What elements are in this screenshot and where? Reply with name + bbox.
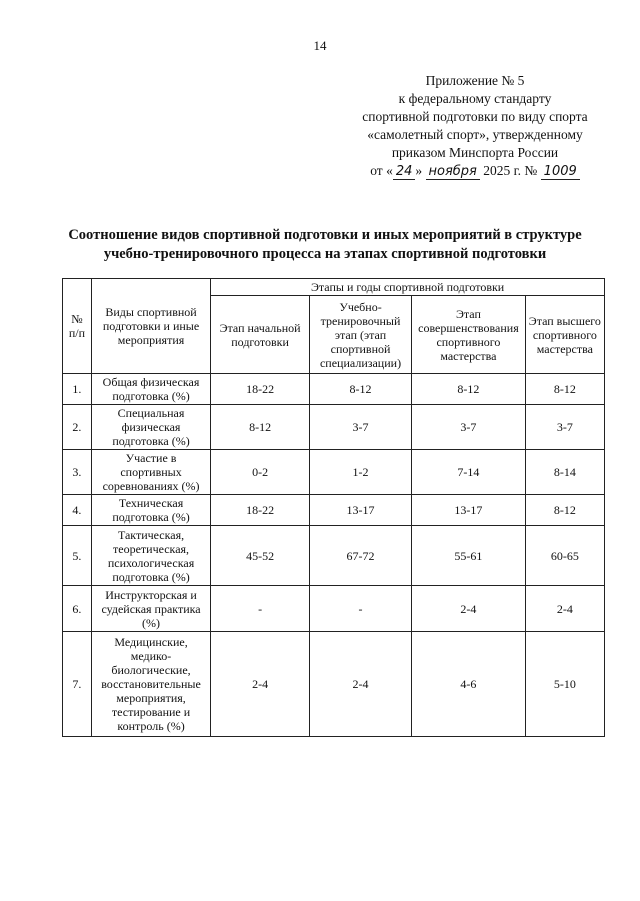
row-num: 7. (63, 632, 92, 737)
table-row (63, 450, 605, 495)
row-value: 8-12 (309, 374, 411, 405)
date-day-suffix: » (415, 163, 423, 178)
header-kind: Виды спортивной подготовки и иные мероприятия (91, 279, 210, 374)
table-row (63, 405, 605, 450)
row-kind: Техническая подготовка (%) (91, 495, 210, 526)
table-row (63, 495, 605, 526)
order-date-line (340, 162, 610, 180)
row-value: 45-52 (211, 526, 310, 586)
header-stage: Учебно-тренировочный этап (этап спортивной специализации) (309, 296, 411, 374)
row-value: - (309, 586, 411, 632)
ratio-table (62, 278, 605, 737)
handwritten-day: 24 (393, 165, 416, 180)
appendix-line: Приложение № 5 (425, 73, 525, 88)
row-value: 8-12 (211, 405, 310, 450)
title-line: учебно-тренировочного процесса на этапах спортивной подготовки (103, 246, 547, 262)
row-num: 6. (63, 586, 92, 632)
header-stage: Этап высшего спортивного мастерства (525, 296, 604, 374)
row-value: 3-7 (309, 405, 411, 450)
row-value: 8-12 (525, 374, 604, 405)
header-stage: Этап начальной подготовки (211, 296, 310, 374)
row-kind: Медицинские, медико-биологические, восстановительные мероприятия, тестирование и контроль (%) (91, 632, 210, 737)
row-value: 1-2 (309, 450, 411, 495)
row-kind: Тактическая, теоретическая, психологическая подготовка (%) (91, 526, 210, 586)
row-value: 18-22 (211, 374, 310, 405)
row-value: 8-12 (525, 495, 604, 526)
title-line: Соотношение видов спортивной подготовки и иных мероприятий в структуре (68, 227, 582, 243)
row-value: 2-4 (525, 586, 604, 632)
row-value: 3-7 (412, 405, 526, 450)
row-value: 3-7 (525, 405, 604, 450)
header-stage: Этап совершенствования спортивного мастерства (412, 296, 526, 374)
handwritten-order-number: 1009 (541, 165, 580, 180)
row-value: 13-17 (412, 495, 526, 526)
row-value: 2-4 (309, 632, 411, 737)
table-row (63, 526, 605, 586)
row-value: 60-65 (525, 526, 604, 586)
row-value: 4-6 (412, 632, 526, 737)
row-value: - (211, 586, 310, 632)
row-value: 55-61 (412, 526, 526, 586)
row-num: 2. (63, 405, 92, 450)
appendix-line: приказом Минспорта России (391, 145, 559, 160)
row-kind: Участие в спортивных соревнованиях (%) (91, 450, 210, 495)
table-row (63, 586, 605, 632)
document-title (40, 226, 610, 264)
row-value: 2-4 (211, 632, 310, 737)
appendix-line: спортивной подготовки по виду спорта (362, 109, 588, 124)
row-value: 5-10 (525, 632, 604, 737)
row-num: 3. (63, 450, 92, 495)
date-prefix: от « (370, 163, 393, 178)
table-row (63, 374, 605, 405)
appendix-line: к федеральному стандарту (398, 91, 552, 106)
row-value: 7-14 (412, 450, 526, 495)
appendix-block (340, 72, 610, 180)
row-kind: Общая физическая подготовка (%) (91, 374, 210, 405)
row-kind: Инструкторская и судейская практика (%) (91, 586, 210, 632)
table-row (63, 632, 605, 737)
row-num: 5. (63, 526, 92, 586)
page-number: 14 (313, 38, 327, 53)
header-num: № п/п (63, 279, 92, 374)
header-stages-group: Этапы и годы спортивной подготовки (211, 279, 605, 296)
table-header-row (63, 279, 605, 296)
row-value: 8-14 (525, 450, 604, 495)
row-value: 18-22 (211, 495, 310, 526)
handwritten-month: ноября (426, 165, 480, 180)
row-value: 0-2 (211, 450, 310, 495)
appendix-line: «самолетный спорт», утвержденному (367, 127, 583, 142)
row-value: 67-72 (309, 526, 411, 586)
row-value: 13-17 (309, 495, 411, 526)
year-text: 2025 г. № (483, 163, 538, 178)
row-num: 1. (63, 374, 92, 405)
row-num: 4. (63, 495, 92, 526)
row-kind: Специальная физическая подготовка (%) (91, 405, 210, 450)
row-value: 8-12 (412, 374, 526, 405)
row-value: 2-4 (412, 586, 526, 632)
